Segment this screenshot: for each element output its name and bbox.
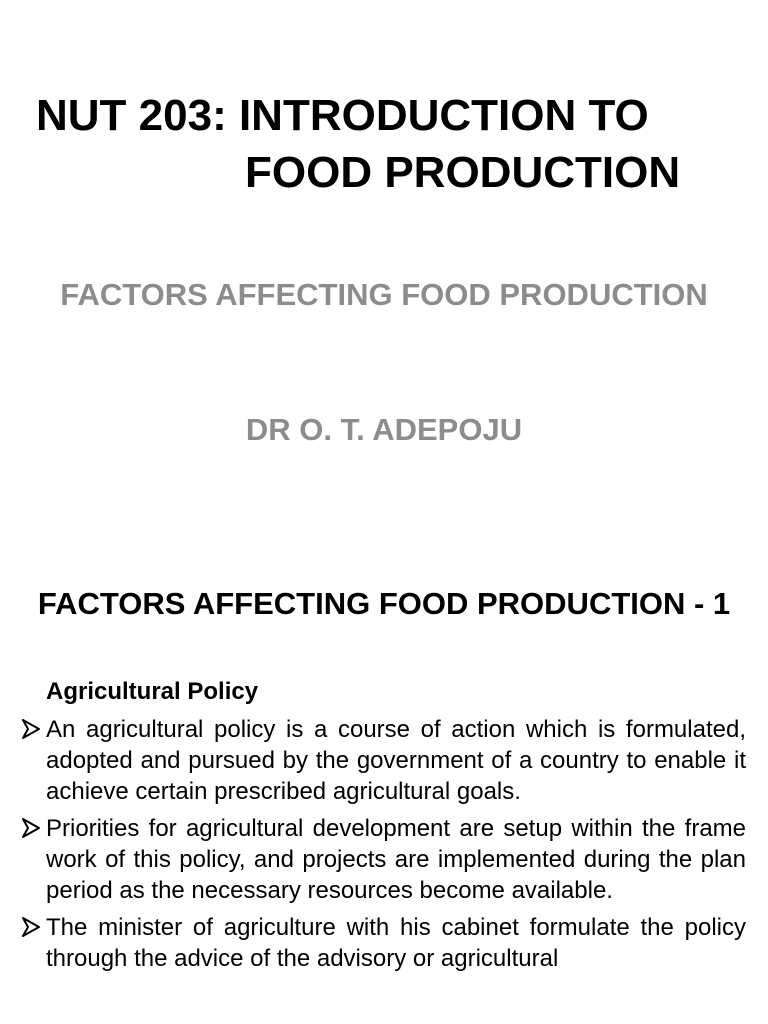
- slide-title-line-2: FOOD PRODUCTION: [245, 148, 681, 197]
- bullet-text: Priorities for agricultural development are setup within the frame work of this policy, and projects are implemented during the plan period as the necessary resources become available.: [46, 815, 746, 904]
- content-slide: [0, 560, 768, 1024]
- bullet-text: The minister of agriculture with his cabinet formulate the policy through the advice of the advisory or agricultural: [46, 914, 746, 972]
- bullet-text: An agricultural policy is a course of action which is formulated, adopted and pursued by the government of a country to enable it achieve certain prescribed agricultural goals.: [46, 716, 746, 805]
- bullet-item: [0, 813, 746, 906]
- arrowhead-bullet-icon: [21, 718, 41, 740]
- slide-subtitle: FACTORS AFFECTING FOOD PRODUCTION: [60, 277, 708, 312]
- slide-title-line-1: NUT 203: INTRODUCTION TO: [36, 91, 649, 140]
- arrowhead-bullet-icon: [21, 916, 41, 938]
- bullet-item: [0, 714, 746, 807]
- bullet-list: [0, 714, 768, 980]
- section-heading: Agricultural Policy: [46, 678, 259, 705]
- bullet-item: [0, 912, 746, 974]
- arrowhead-bullet-icon: [21, 817, 41, 839]
- content-slide-title: FACTORS AFFECTING FOOD PRODUCTION - 1: [37, 586, 731, 621]
- slide-author: DR O. T. ADEPOJU: [245, 412, 523, 447]
